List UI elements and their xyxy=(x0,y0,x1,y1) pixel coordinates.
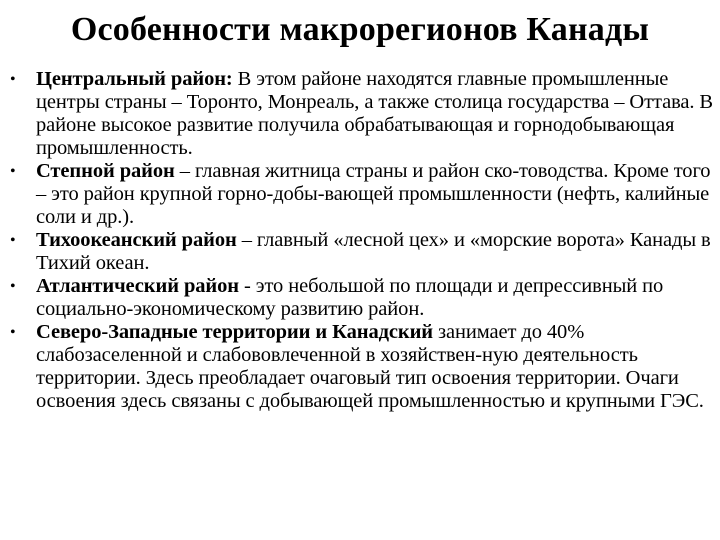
bullet-text: - это небольшой по площади и депрессивный по социально-экономическому развитию район. xyxy=(36,275,664,320)
bullet-marker: • xyxy=(10,232,16,249)
bullet-text: занимает до 40% слабозаселенной и слабововлеченной в хозяйствен-ную деятельность территории. Здесь преобладает очаговый тип освоения территории. Очаги освоения здесь связаны с добывающей промышленностью и крупными ГЭС. xyxy=(36,321,704,412)
bullet-text: В этом районе находятся главные промышленные центры страны – Торонто, Монреаль, а также столица государства – Оттава. В районе высокое развитие получила обрабатывающая и горнодобывающая промышленность. xyxy=(36,68,713,159)
bullet-text: – главная житница страны и район ско-товодства. Кроме того – это район крупной горно-добы-вающей промышленности (нефть, калийные соли и др.). xyxy=(36,160,711,228)
bullet-marker: • xyxy=(10,163,16,180)
bullet-steppe-region xyxy=(0,160,720,229)
bullet-term: Северо-Западные территории и Канадский xyxy=(36,321,434,343)
bullet-marker: • xyxy=(10,71,16,88)
bullet-northwest-territories xyxy=(0,321,720,413)
bullet-list xyxy=(0,68,720,413)
bullet-term: Степной район xyxy=(36,160,175,182)
bullet-term: Тихоокеанский район xyxy=(36,229,237,251)
bullet-marker: • xyxy=(10,278,16,295)
bullet-central-region xyxy=(0,68,720,160)
slide-title: Особенности макрорегионов Канады xyxy=(70,11,650,48)
bullet-pacific-region xyxy=(0,229,720,275)
bullet-marker: • xyxy=(10,324,16,341)
bullet-term: Центральный район: xyxy=(36,68,233,90)
bullet-text: – главный «лесной цех» и «морские ворота» Канады в Тихий океан. xyxy=(36,229,711,274)
bullet-term: Атлантический район xyxy=(36,275,239,297)
bullet-atlantic-region xyxy=(0,275,720,321)
